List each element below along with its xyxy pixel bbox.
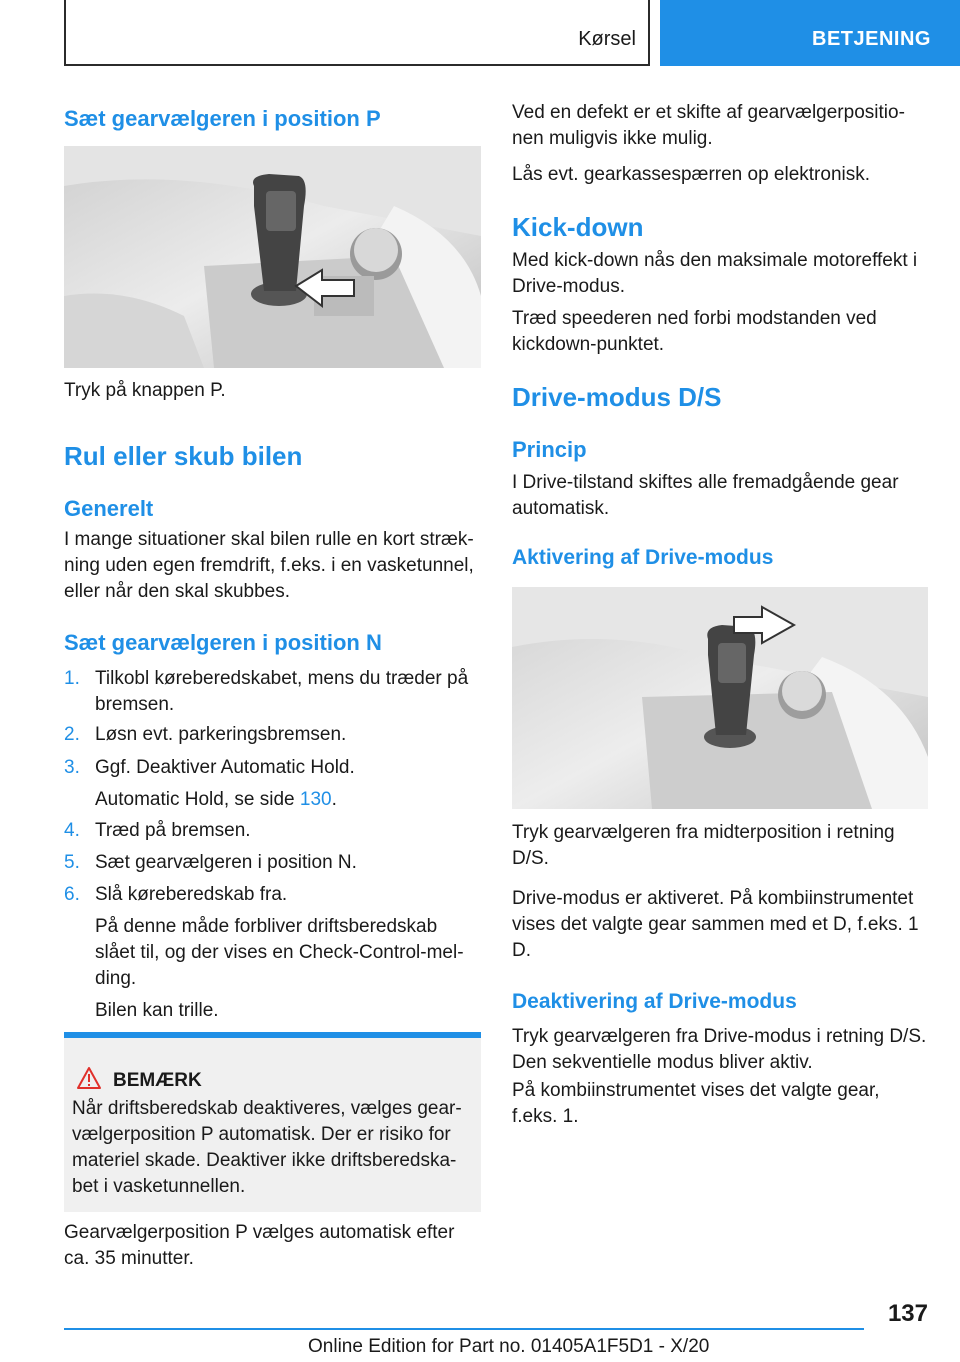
list-item-text: Slå køreberedskab fra. — [95, 884, 288, 905]
heading-neutral: Sæt gearvælgeren i position N — [64, 630, 382, 655]
header-chapter-tab — [660, 0, 960, 66]
general-text: I mange situationer skal bilen rulle en kort strækning uden egen fremdrift, f.eks. i en vasketunnel, eller når den skal skubbes. — [64, 529, 474, 602]
list-item-number: 5. — [64, 852, 80, 873]
header-section-title: Kørsel — [578, 28, 636, 50]
list-item-text: Træd på bremsen. — [95, 820, 251, 841]
after-warning-text: Gearvælgerposition P vælges automatisk efter ca. 35 minutter. — [64, 1222, 455, 1269]
list-item-number: 4. — [64, 820, 80, 841]
warning-title: BEMÆRK — [113, 1070, 202, 1091]
warning-box — [64, 1032, 481, 1212]
step3-extra-suffix: . — [331, 789, 337, 810]
gear-selector-p-photo — [64, 146, 481, 368]
heading-roll: Rul eller skub bilen — [64, 441, 303, 471]
heading-activate: Aktivering af Drive-modus — [512, 546, 774, 569]
heading-park: Sæt gearvælgeren i position P — [64, 106, 381, 131]
gear-selector-ds-photo — [512, 587, 928, 809]
list-item-number: 1. — [64, 668, 80, 689]
heading-drive: Drive-modus D/S — [512, 382, 722, 412]
list-item-text: Tilkobl køreberedskabet, mens du træder på bremsen. — [95, 668, 469, 715]
footer-rule — [64, 1328, 864, 1330]
warning-text: Når driftsberedskab deaktiveres, vælges gearvælgerposition P automatisk. Der er risiko for materiel skade. Deaktiver ikke driftsberedskabet i vasketunnellen. — [72, 1098, 462, 1197]
step3-extra-text: Automatic Hold, se side — [95, 789, 300, 810]
header-chapter-title: BETJENING — [812, 28, 931, 50]
activate-text-2: Drive-modus er aktiveret. På kombiinstrumentet vises det valgte gear sammen med et D, f.eks. 1 D. — [512, 888, 919, 961]
kick-text-1: Med kick-down nås den maksimale motoreffekt i Drive-modus. — [512, 250, 918, 297]
step6-extra1: På denne måde forbliver driftsberedskab slået til, og der vises en Check-Control-melding. — [95, 916, 464, 989]
list-item-text: Løsn evt. parkeringsbremsen. — [95, 724, 347, 745]
warning-triangle-icon — [76, 1066, 102, 1090]
principle-text: I Drive-tilstand skiftes alle fremadgående gear automatisk. — [512, 472, 899, 519]
header-section-box — [64, 0, 650, 66]
list-item-number: 2. — [64, 724, 80, 745]
list-item-text: Sæt gearvælgeren i position N. — [95, 852, 357, 873]
heading-general: Generelt — [64, 496, 154, 521]
step6-extra2: Bilen kan trille. — [95, 1000, 219, 1021]
page-number: 137 — [887, 1300, 928, 1327]
heading-deactivate: Deaktivering af Drive-modus — [512, 990, 797, 1013]
intro-unlock: Lås evt. gearkassespærren op elektronisk. — [512, 164, 871, 185]
list-item-number: 3. — [64, 757, 80, 778]
intro-defect: Ved en defekt er et skifte af gearvælgerpositionen muligvis ikke mulig. — [512, 102, 905, 149]
deactivate-text-2: På kombiinstrumentet vises det valgte gear, f.eks. 1. — [512, 1080, 880, 1127]
deactivate-text-1: Tryk gearvælgeren fra Drive-modus i retning D/S. Den sekventielle modus bliver aktiv. — [512, 1026, 927, 1073]
kick-text-2: Træd speederen ned forbi modstanden ved kickdown-punktet. — [512, 308, 877, 355]
footer-edition: Online Edition for Part no. 01405A1F5D1 - X/20 — [308, 1336, 710, 1357]
activate-text-1: Tryk gearvælgeren fra midterposition i retning D/S. — [512, 822, 895, 869]
img1-caption: Tryk på knappen P. — [64, 380, 226, 401]
list-item-number: 6. — [64, 884, 80, 905]
list-item-text: Ggf. Deaktiver Automatic Hold. — [95, 757, 355, 778]
heading-principle: Princip — [512, 437, 587, 462]
page-link-130[interactable]: 130 — [299, 789, 332, 810]
step3-extra — [95, 787, 481, 813]
heading-kickdown: Kick-down — [512, 212, 644, 242]
